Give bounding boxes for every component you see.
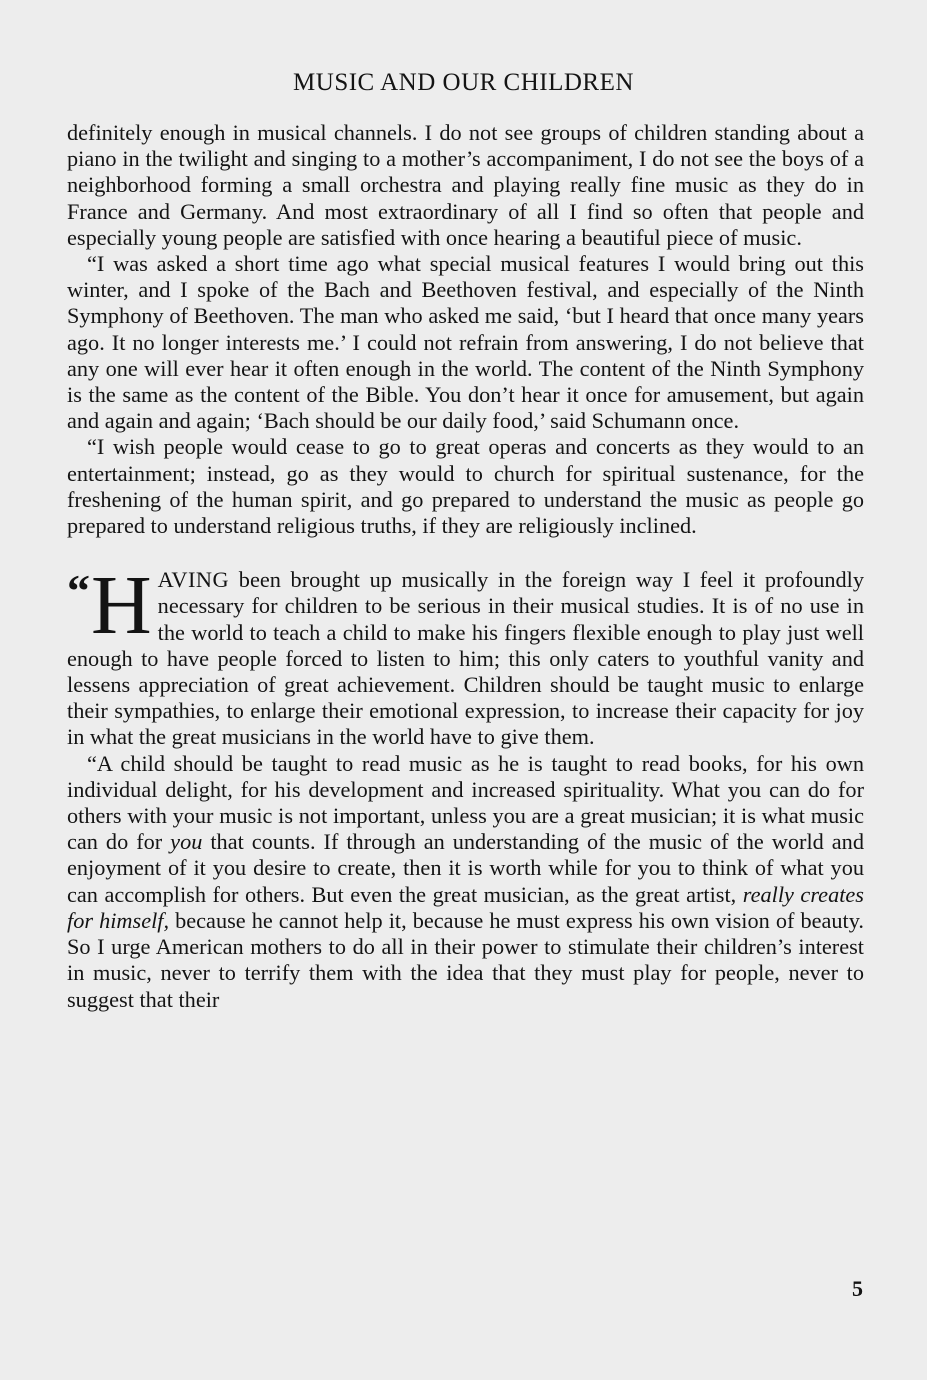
drop-cap (67, 559, 152, 653)
paragraph-read-music (67, 751, 864, 1013)
paragraph-dropcap-text: been brought up musically in the foreign way I feel it profoundly necessary for children to be serious in their musical studies. It is of no use in the world to teach a child to make his fingers flexible enough to play just well enough to have people forced to listen to him; this only caters to youthful vanity and lessens appreciation of great achievement. Children should be taught music to enlarge their sympathies, to enlarge their emotional expression, to increase their capacity for joy in what the great musicians in the world have to give them. (67, 567, 864, 750)
paragraph-ninth-symphony: “I was asked a short time ago what special musical features I would bring out this winter, and I spoke of the Bach and Beethoven festival, and especially of the Ninth Symphony of Beethoven. The man who asked me said, ‘but I heard that once many years ago. It no longer interests me.’ I could not refrain from answering, I do not believe that any one will ever hear it often enough in the world. The content of the Ninth Symphony is the same as the content of the Bible. You don’t hear it once for amusement, but again and again and again; ‘Bach should be our daily food,’ said Schumann once. (67, 251, 864, 434)
paragraph-read-music-part1: “A child should be taught to read music as he is taught to read books, for his own individual delight, for his development and increased spirituality. What you can do for others with your music is not important, unless you are a great musician; it is what music can do for (67, 750, 864, 855)
paragraph-read-music-part3: because he cannot help it, because he must express his own vision of beauty. So I urge American mothers to do all in their power to stimulate their children’s interest in music, never to terrify them with the idea that they must play for people, never to suggest that their (67, 907, 864, 1012)
italic-you: you (170, 829, 203, 855)
body-text (67, 120, 864, 1013)
running-head: MUSIC AND OUR CHILDREN (293, 69, 634, 96)
italic-really-creates: really creates for himself, (67, 881, 864, 933)
page-number: 5 (852, 1276, 863, 1301)
paragraph-read-music-part2: that counts. If through an understanding of the music of the world and enjoyment of it you desire to create, then it is worth while for you to think of what you can accomplish for others. But even the great musician, as the great artist, (67, 829, 864, 907)
paragraph-dropcap (67, 559, 864, 750)
lead-caps: AVING (157, 567, 230, 593)
drop-cap-quote: “ (67, 565, 90, 617)
paragraph-spiritual-sustenance: “I wish people would cease to go to great operas and concerts as they would to an entertainment; instead, go as they would to church for spiritual sustenance, for the freshening of the human spirit, and go prepared to understand the music as people go prepared to understand religious truths, if they are religiously inclined. (67, 434, 864, 539)
drop-cap-letter: H (91, 559, 152, 653)
paragraph-continued: definitely enough in musical channels. I do not see groups of children standing about a piano in the twilight and singing to a mother’s accompaniment, I do not see the boys of a neighborhood forming a small orchestra and playing really fine music as they do in France and Germany. And most extraordinary of all I find so often that people and especially young people are satisfied with once hearing a beautiful piece of music. (67, 120, 864, 250)
